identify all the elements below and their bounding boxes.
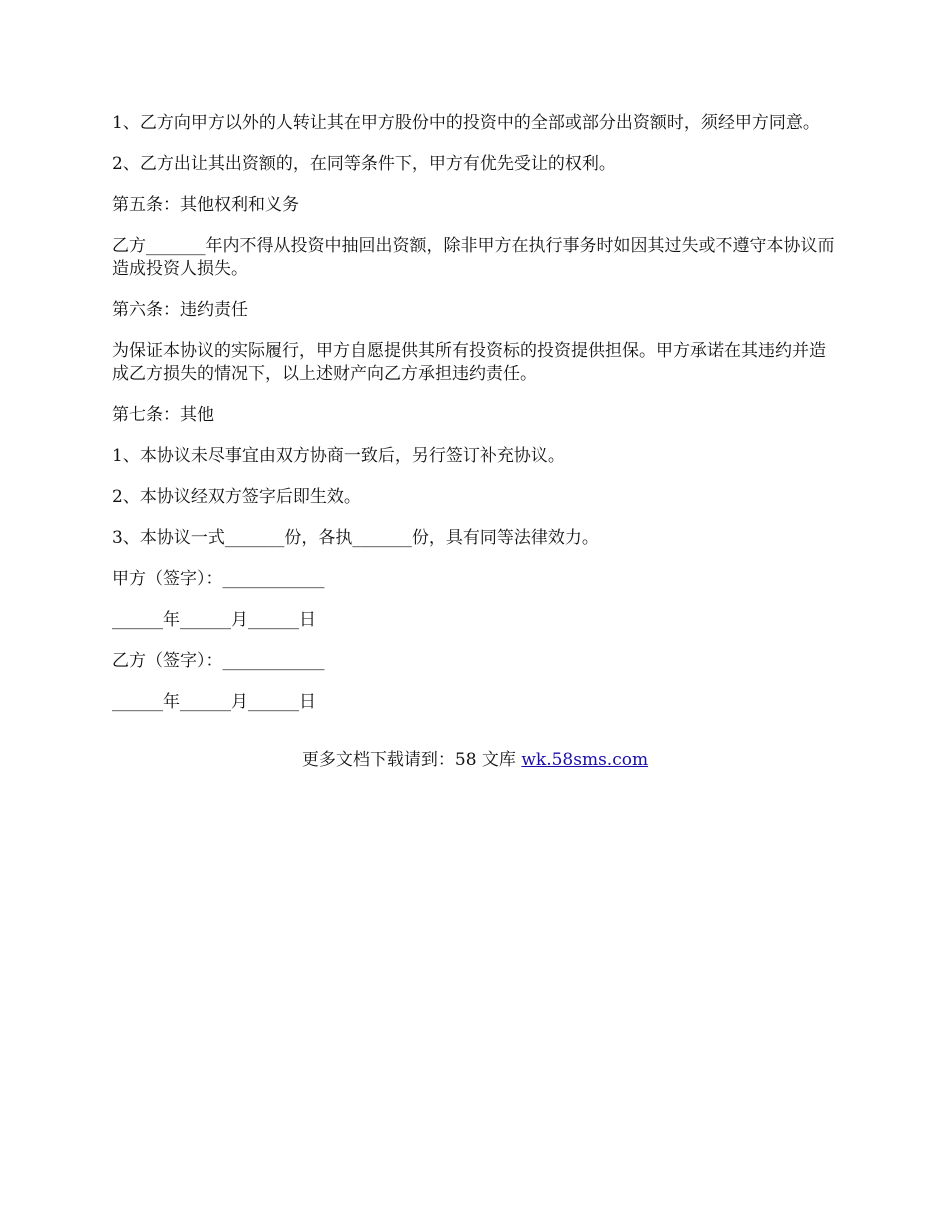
article-6-heading: 第六条：违约责任 [112, 300, 248, 320]
article-5-heading: 第五条：其他权利和义务 [112, 195, 299, 215]
footer [0, 749, 950, 772]
clause-guarantee: 为保证本协议的实际履行，甲方自愿提供其所有投资标的投资提供担保。甲方承诺在其违约并造成乙方损失的情况下，以上述财产向乙方承担违约责任。 [112, 341, 826, 384]
clause-effective: 2、本协议经双方签字后即生效。 [112, 487, 361, 507]
footer-text: 更多文档下载请到：58 文库 [301, 750, 522, 770]
clause-copies: 3、本协议一式_______份，各执_______份，具有同等法律效力。 [112, 528, 599, 548]
clause-withdrawal-restriction: 乙方_______年内不得从投资中抽回出资额，除非甲方在执行事务时如因其过失或不遵守本协议而造成投资人损失。 [112, 236, 835, 279]
footer-link[interactable]: wk.58sms.com [521, 750, 649, 770]
party-a-signature: 甲方（签字）：____________ [112, 569, 325, 589]
clause-transfer-consent: 1、乙方向甲方以外的人转让其在甲方股份中的投资中的全部或部分出资额时，须经甲方同意。 [112, 113, 820, 133]
party-b-signature: 乙方（签字）：____________ [112, 651, 325, 671]
party-b-date: ______年______月______日 [112, 692, 316, 712]
document-body [112, 112, 840, 732]
clause-supplementary: 1、本协议未尽事宜由双方协商一致后，另行签订补充协议。 [112, 446, 565, 466]
party-a-date: ______年______月______日 [112, 610, 316, 630]
clause-preemptive-right: 2、乙方出让其出资额的，在同等条件下，甲方有优先受让的权利。 [112, 154, 616, 174]
article-7-heading: 第七条：其他 [112, 405, 214, 425]
